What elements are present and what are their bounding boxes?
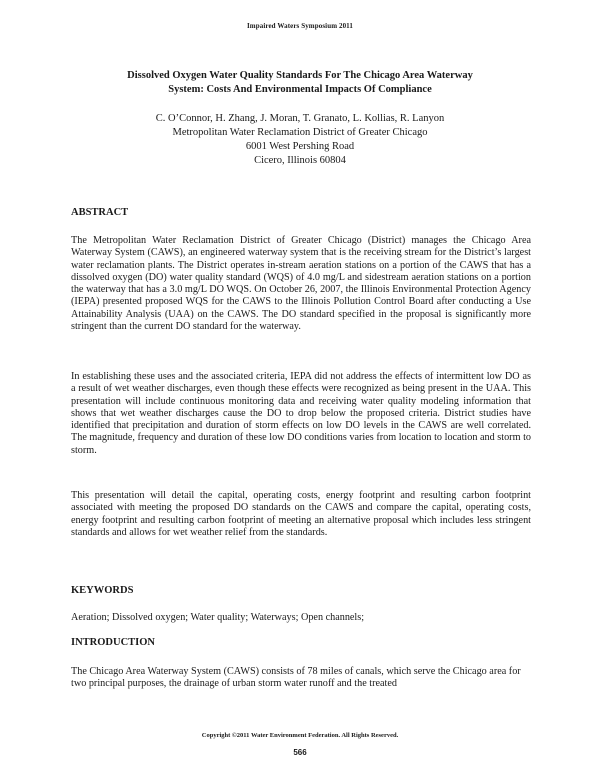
- page-number: 566: [293, 748, 307, 757]
- keywords-heading: KEYWORDS: [71, 585, 134, 596]
- copyright-footer: Copyright ©2011 Water Environment Federation. All Rights Reserved.: [201, 732, 399, 739]
- title-line-2: System: Costs And Environmental Impacts Of Compliance: [168, 84, 432, 95]
- abstract-paragraph-1: The Metropolitan Water Reclamation District of Greater Chicago (District) manages the Chicago Area Waterway System (CAWS), an engineered waterway system that is the receiving stream for the District’s largest water reclamation plants. The District operates in-stream aeration stations on a portion of the CAWS that has a dissolved oxygen (DO) water quality standard (WQS) of 4.0 mg/L and sidestream aeration stations on a portion the waterway that has a 3.0 mg/L DO WQS. On October 26, 2007, the Illinois Environmental Protection Agency (IEPA) presented proposed WQS for the CAWS to the Illinois Pollution Control Board after conducting a Use Attainability Analysis (UAA) on the CAWS. The DO standard specified in the proposal is significantly more stringent than the current DO standard for the waterway.: [71, 235, 531, 333]
- running-head: Impaired Waters Symposium 2011: [246, 22, 353, 30]
- paper-title: [90, 69, 510, 97]
- abstract-paragraph-2: In establishing these uses and the associated criteria, IEPA did not address the effects of intermittent low DO as a result of wet weather discharges, even though these effects were recognized as being present in the UAA. This presentation will include continuous monitoring data and receiving water quality modeling information that shows that wet weather discharges cause the DO to drop below the proposed criteria. District studies have identified that precipitation and duration of storm effects on low DO levels in the CAWS are well correlated. The magnitude, frequency and duration of these low DO conditions varies from location to location and storm to storm.: [71, 371, 531, 456]
- author-street: 6001 West Pershing Road: [245, 141, 355, 152]
- author-organization: Metropolitan Water Reclamation District of Greater Chicago: [172, 127, 428, 138]
- introduction-heading: INTRODUCTION: [71, 637, 156, 648]
- author-block: [70, 112, 530, 168]
- title-line-1: Dissolved Oxygen Water Quality Standards For The Chicago Area Waterway: [127, 70, 473, 81]
- abstract-heading: ABSTRACT: [71, 207, 129, 218]
- author-names: C. O’Connor, H. Zhang, J. Moran, T. Granato, L. Kollias, R. Lanyon: [155, 113, 445, 124]
- abstract-paragraph-3: This presentation will detail the capital, operating costs, energy footprint and resulting carbon footprint associated with meeting the proposed DO standards on the CAWS and compare the capital, operating costs, energy footprint and resulting carbon footprint of meeting an alternative proposal which includes less stringent standards and allows for wet weather relief from the standards.: [71, 490, 531, 538]
- keywords-text: Aeration; Dissolved oxygen; Water quality; Waterways; Open channels;: [71, 612, 365, 623]
- author-city: Cicero, Illinois 60804: [254, 155, 346, 166]
- introduction-text: The Chicago Area Waterway System (CAWS) consists of 78 miles of canals, which serve the Chicago area for two principal purposes, the drainage of urban storm water runoff and the treated: [71, 666, 521, 690]
